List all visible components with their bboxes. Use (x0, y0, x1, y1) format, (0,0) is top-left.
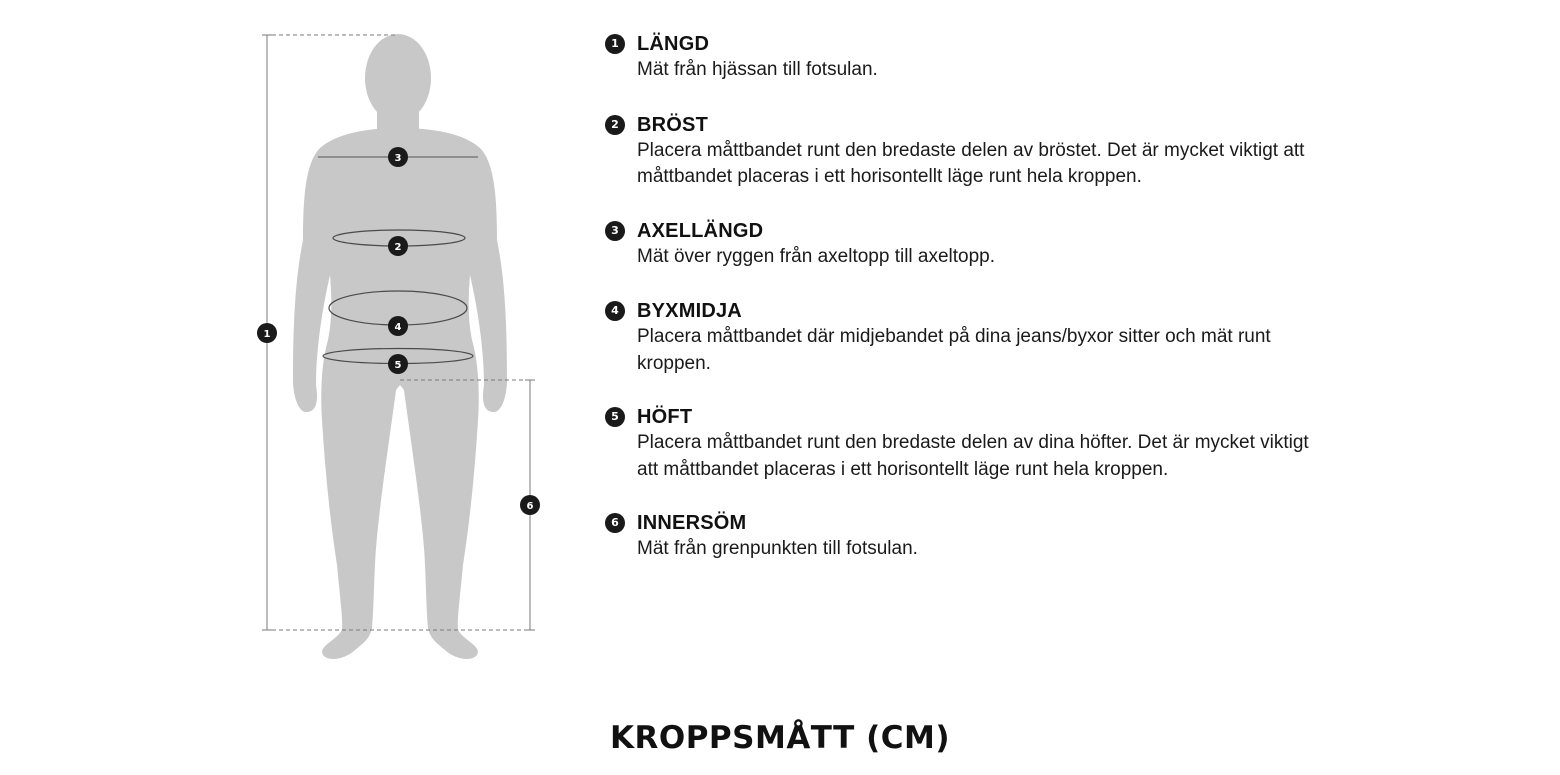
marker-3 (388, 147, 408, 167)
legend-item-title: BYXMIDJA (637, 300, 742, 322)
legend-item-innersom (605, 509, 1325, 563)
page-title: KROPPSMÅTT (CM) (609, 720, 951, 756)
number-badge: 4 (605, 301, 625, 321)
legend-item-title: BRÖST (637, 113, 708, 136)
marker-6 (520, 495, 540, 515)
number-badge: 5 (605, 407, 625, 427)
legend-item-title: HÖFT (637, 406, 693, 428)
legend-item-title: LÄNGD (637, 33, 710, 55)
number-badge: 3 (605, 221, 625, 241)
marker-1 (257, 323, 277, 343)
svg-text:5: 5 (394, 360, 402, 371)
legend-item-description: Mät över ryggen från axeltopp till axeltopp. (637, 245, 996, 267)
marker-2 (388, 236, 408, 256)
legend-item-description: Mät från hjässan till fotsulan. (637, 59, 878, 80)
legend-item-axellangd (605, 217, 1325, 271)
legend-item-hoft (605, 403, 1325, 483)
number-badge: 2 (605, 115, 625, 135)
legend-item-description: Placera måttbandet runt den bredaste delen av bröstet. Det är mycket viktigt att måttbandet placeras i ett horisontellt läge runt hela kroppen. (637, 139, 1305, 187)
svg-text:4: 4 (394, 322, 402, 333)
legend-item-description: Mät från grenpunkten till fotsulan. (637, 538, 918, 559)
legend-item-description: Placera måttbandet runt den bredaste delen av dina höfter. Det är mycket viktigt att måttbandet placeras i ett horisontellt läge runt hela kroppen. (637, 432, 1309, 480)
svg-text:2: 2 (394, 242, 402, 253)
legend-item-title: INNERSÖM (637, 512, 747, 534)
number-badge: 6 (605, 513, 625, 533)
marker-5 (388, 354, 408, 374)
legend-item-byxmidja (605, 297, 1325, 377)
legend-item-description: Placera måttbandet där midjebandet på dina jeans/byxor sitter och mät runt kroppen. (637, 326, 1271, 374)
legend-item-langd (605, 30, 1325, 84)
marker-4 (388, 316, 408, 336)
body-silhouette (293, 34, 507, 659)
svg-text:1: 1 (263, 329, 271, 340)
svg-text:3: 3 (394, 153, 402, 164)
legend-item-title: AXELLÄNGD (637, 219, 764, 242)
measurement-legend (605, 30, 1325, 563)
number-badge: 1 (605, 34, 625, 54)
legend-item-brost (605, 111, 1325, 191)
svg-text:6: 6 (526, 501, 534, 512)
body-measurement-figure (0, 0, 600, 680)
